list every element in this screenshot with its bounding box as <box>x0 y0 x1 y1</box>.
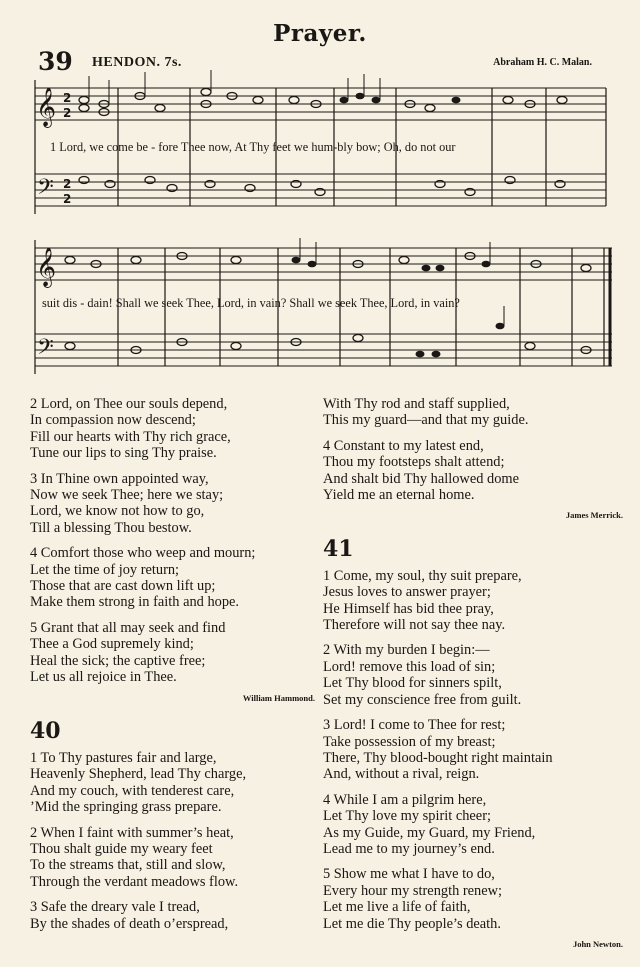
hymn40-stanza-2 <box>30 825 315 891</box>
verse-line: Those that are cast down lift up; <box>30 578 216 595</box>
verse-line: Fill our hearts with Thy rich grace, <box>30 428 231 445</box>
verse-line: Make them strong in faith and hope. <box>30 594 240 611</box>
hymn39-stanza-4 <box>30 545 315 611</box>
verse-line: Heal the sick; the captive free; <box>30 652 206 669</box>
verse-line: Jesus loves to answer prayer; <box>323 584 491 601</box>
svg-text:𝄞: 𝄞 <box>36 87 57 127</box>
hymn39-stanza-5 <box>30 620 315 686</box>
verse-line: 3 In Thine own appointed way, <box>30 470 209 487</box>
verse-line: Thou shalt guide my weary feet <box>30 840 213 857</box>
svg-text:2: 2 <box>63 91 72 105</box>
verse-line: 4 While I am a pilgrim here, <box>323 791 487 808</box>
verse-line: 2 When I faint with summer’s heat, <box>30 824 234 841</box>
verse-line: 3 Safe the dreary vale I tread, <box>30 899 200 916</box>
hymn41-stanza-4 <box>323 792 623 858</box>
author-credit-41: John Newton. <box>572 938 623 949</box>
author-credit-40: James Merrick. <box>565 510 623 521</box>
verse-line: 1 Come, my soul, thy suit prepare, <box>323 567 522 584</box>
svg-text:2: 2 <box>63 106 72 120</box>
hymn-number-41: 41 <box>323 535 354 562</box>
svg-text:2: 2 <box>63 192 72 206</box>
verse-line: Now we seek Thee; here we stay; <box>30 487 224 504</box>
verse-line: By the shades of death o’erspread, <box>30 915 229 932</box>
lyric-line-1: 1 Lord, we come be - fore Thee now, At Thy feet we hum-bly bow; Oh, do not our <box>50 140 456 154</box>
verse-line: Let us all rejoice in Thee. <box>30 669 177 686</box>
svg-text:𝄞: 𝄞 <box>36 247 57 287</box>
system-2-treble-staff <box>35 248 612 280</box>
system-1-bass-staff <box>35 174 606 206</box>
verse-line: And, without a rival, reign. <box>323 766 480 783</box>
svg-text:𝄢: 𝄢 <box>37 175 54 205</box>
right-column <box>323 396 623 964</box>
verse-line: Let Thy blood for sinners spilt, <box>323 675 502 692</box>
hymn39-stanza-2 <box>30 396 315 462</box>
verse-line: 4 Comfort those who weep and mourn; <box>30 545 256 562</box>
hymn39-stanza-3 <box>30 471 315 537</box>
hymn40-stanza-3b <box>323 396 623 429</box>
verse-line: 2 With my burden I begin:— <box>323 642 490 659</box>
hymn-number-39: 39 <box>38 47 73 76</box>
hymn40-stanza-4 <box>323 438 623 504</box>
verse-line: Thee a God supremely kind; <box>30 636 194 653</box>
verse-line: Let me die Thy people’s death. <box>323 915 501 932</box>
verse-line: 2 Lord, on Thee our souls depend, <box>30 396 228 412</box>
music-score <box>0 0 640 390</box>
verse-line: ’Mid the springing grass prepare. <box>30 799 222 816</box>
tune-name: HENDON. 7s. <box>92 55 182 70</box>
verse-line: Yield me an eternal home. <box>323 487 475 504</box>
verse-line: This my guard—and that my guide. <box>323 412 529 429</box>
page-title: Prayer. <box>273 20 367 47</box>
system-2-bass-staff <box>35 334 612 366</box>
verse-line: With Thy rod and staff supplied, <box>323 396 510 412</box>
verse-line: Heavenly Shepherd, lead Thy charge, <box>30 766 247 783</box>
verse-line: Till a blessing Thou bestow. <box>30 519 192 536</box>
hymn40-stanza-1 <box>30 750 315 816</box>
verse-line: Let the time of joy return; <box>30 561 180 578</box>
verse-line: He Himself has bid thee pray, <box>323 600 494 617</box>
notes <box>65 89 591 354</box>
filled-notes <box>292 93 505 358</box>
verse-line: 5 Grant that all may seek and find <box>30 619 226 636</box>
svg-text:𝄢: 𝄢 <box>37 335 54 365</box>
verse-line: Every hour my strength renew; <box>323 882 503 899</box>
verse-line: There, Thy blood-bought right maintain <box>323 749 553 766</box>
verse-line: And shalt bid Thy hallowed dome <box>323 470 519 487</box>
verse-line: Through the verdant meadows flow. <box>30 873 239 890</box>
verse-line: Take possession of my breast; <box>323 733 496 750</box>
svg-text:2: 2 <box>63 177 72 191</box>
verse-line: Let Thy love my spirit cheer; <box>323 808 491 825</box>
verse-line: 4 Constant to my latest end, <box>323 437 484 454</box>
hymn41-stanza-3 <box>323 717 623 783</box>
hymn40-stanza-3a <box>30 899 315 932</box>
verse-line: Tune our lips to sing Thy praise. <box>30 445 217 462</box>
verse-line: Lead me to my journey’s end. <box>323 840 495 857</box>
verse-line: To the streams that, still and slow, <box>30 857 226 874</box>
verse-line: And my couch, with tenderest care, <box>30 782 235 799</box>
verse-line: Lord, we know not how to go, <box>30 503 205 520</box>
verse-line: 3 Lord! I come to Thee for rest; <box>323 717 506 734</box>
clefs <box>36 87 56 365</box>
hymn41-stanza-5 <box>323 866 623 932</box>
verse-line: In compassion now descend; <box>30 412 196 429</box>
hymn41-stanza-1 <box>323 568 623 634</box>
verse-line: Therefore will not say thee nay. <box>323 617 506 634</box>
verse-line: As my Guide, my Guard, my Friend, <box>323 824 536 841</box>
lyric-line-2: suit dis - dain! Shall we seek Thee, Lord, in vain? Shall we seek Thee, Lord, in vain? <box>42 296 460 310</box>
verse-line: Set my conscience free from guilt. <box>323 691 522 708</box>
verse-line: Lord! remove this load of sin; <box>323 658 496 675</box>
verse-line: 5 Show me what I have to do, <box>323 866 495 883</box>
hymn-number-40: 40 <box>30 717 61 744</box>
left-column <box>30 396 315 941</box>
verse-line: 1 To Thy pastures fair and large, <box>30 749 217 766</box>
composer-credit: Abraham H. C. Malan. <box>493 57 592 68</box>
verse-line: Thou my footsteps shalt attend; <box>323 454 505 471</box>
hymn41-stanza-2 <box>323 642 623 708</box>
verse-line: Let me live a life of faith, <box>323 899 471 916</box>
author-credit-39: William Hammond. <box>242 692 315 703</box>
